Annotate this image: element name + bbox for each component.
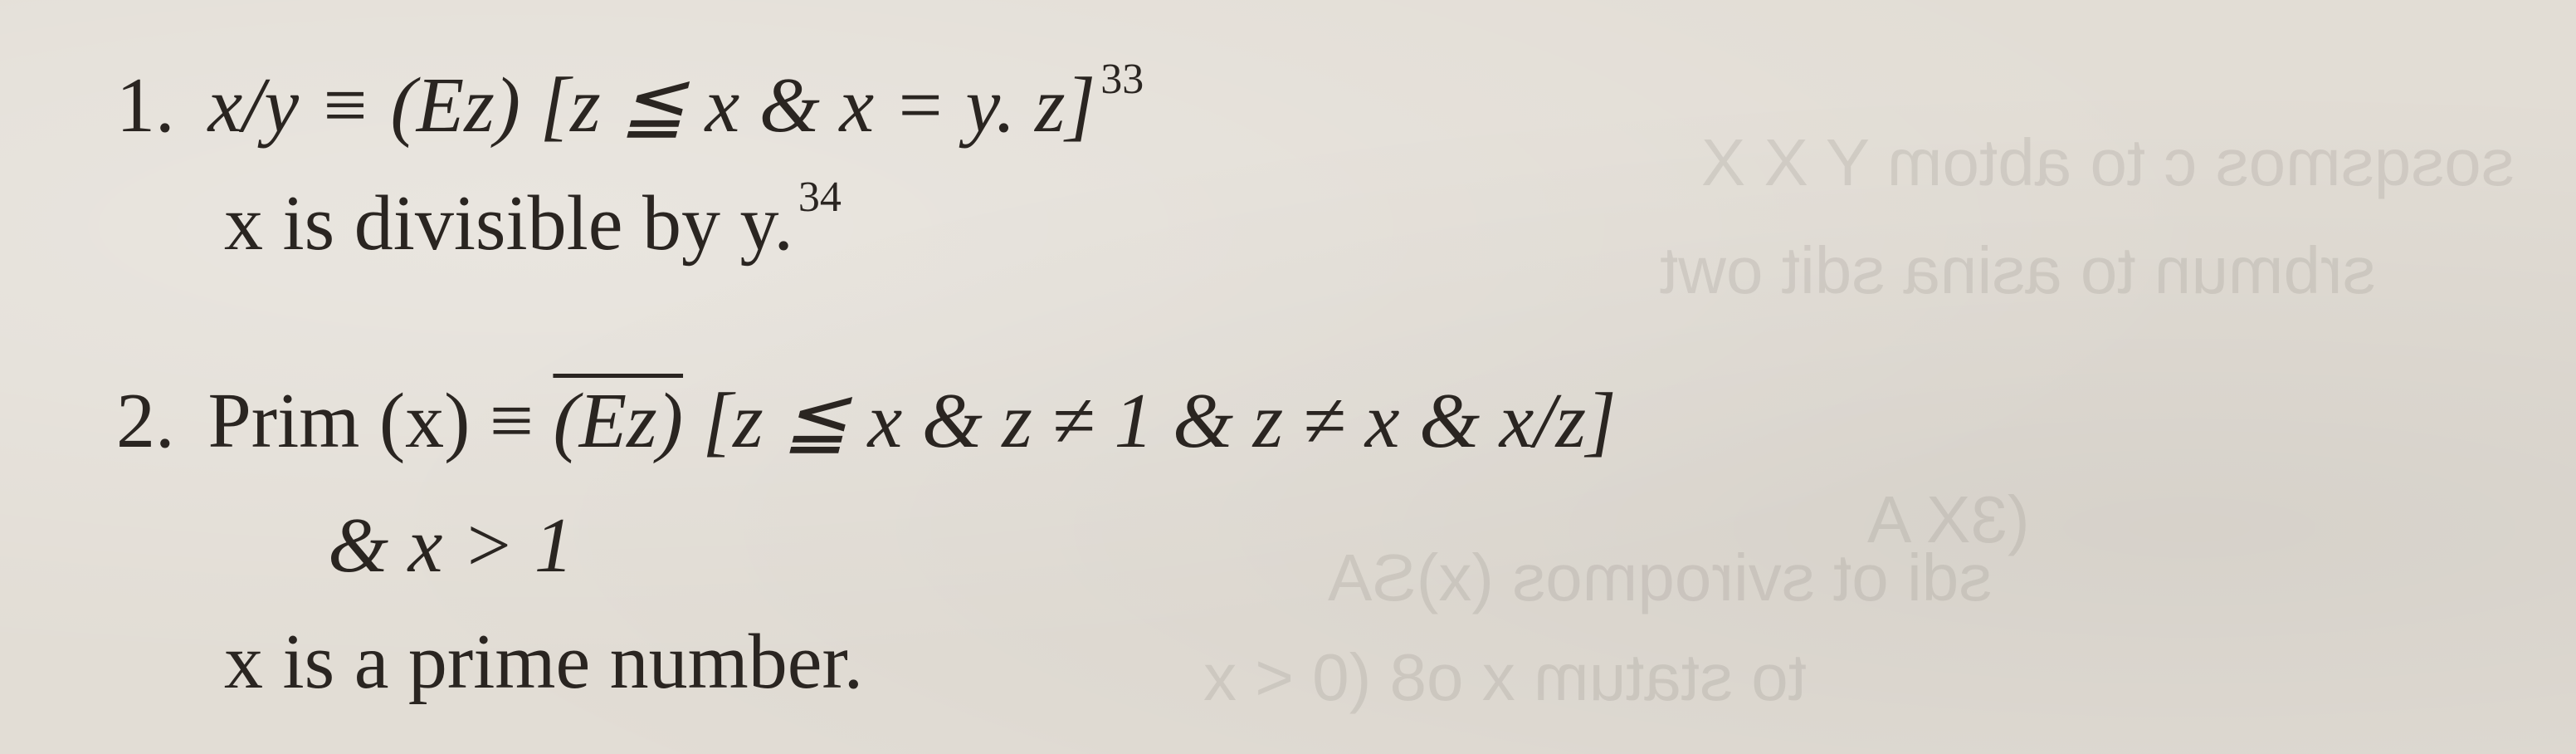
bleed-through-text: to statum x o8 (0 < x — [1203, 640, 1807, 714]
bleed-through-text: sdi ot sviroqmos (x)SA — [1328, 541, 1993, 614]
negated-quantifier: (Ez) — [553, 378, 684, 464]
definition-2-continuation-text: & x > 1 — [328, 502, 573, 589]
footnote-marker-33: 33 — [1100, 56, 1144, 103]
definition-2-meaning — [224, 619, 864, 705]
bleed-through-text: sosqsmos c to abtom Y X X — [1701, 125, 2515, 199]
definition-2-meaning-text: x is a prime number. — [224, 619, 864, 705]
definition-2-continuation — [328, 502, 573, 589]
definition-2-number: 2. — [116, 378, 175, 464]
definition-1-number: 1. — [116, 62, 175, 149]
definition-1-meaning-text: x is divisible by y. — [224, 180, 793, 267]
definition-2-expression: [z ≦ x & z ≠ 1 & z ≠ x & x/z] — [683, 378, 1617, 464]
definition-1-formula — [116, 56, 1144, 149]
definition-1-meaning — [224, 174, 842, 267]
bleed-through-text: srbmun to asina sdit owt — [1660, 233, 2376, 307]
definition-2-prefix: Prim (x) ≡ — [207, 378, 554, 464]
definition-2-formula — [116, 378, 1617, 464]
footnote-marker-34: 34 — [798, 174, 842, 221]
definition-1-expression: x/y ≡ (Ez) [z ≦ x & x = y. z] — [207, 62, 1096, 149]
bleed-through-text: (3X A — [1867, 482, 2030, 556]
